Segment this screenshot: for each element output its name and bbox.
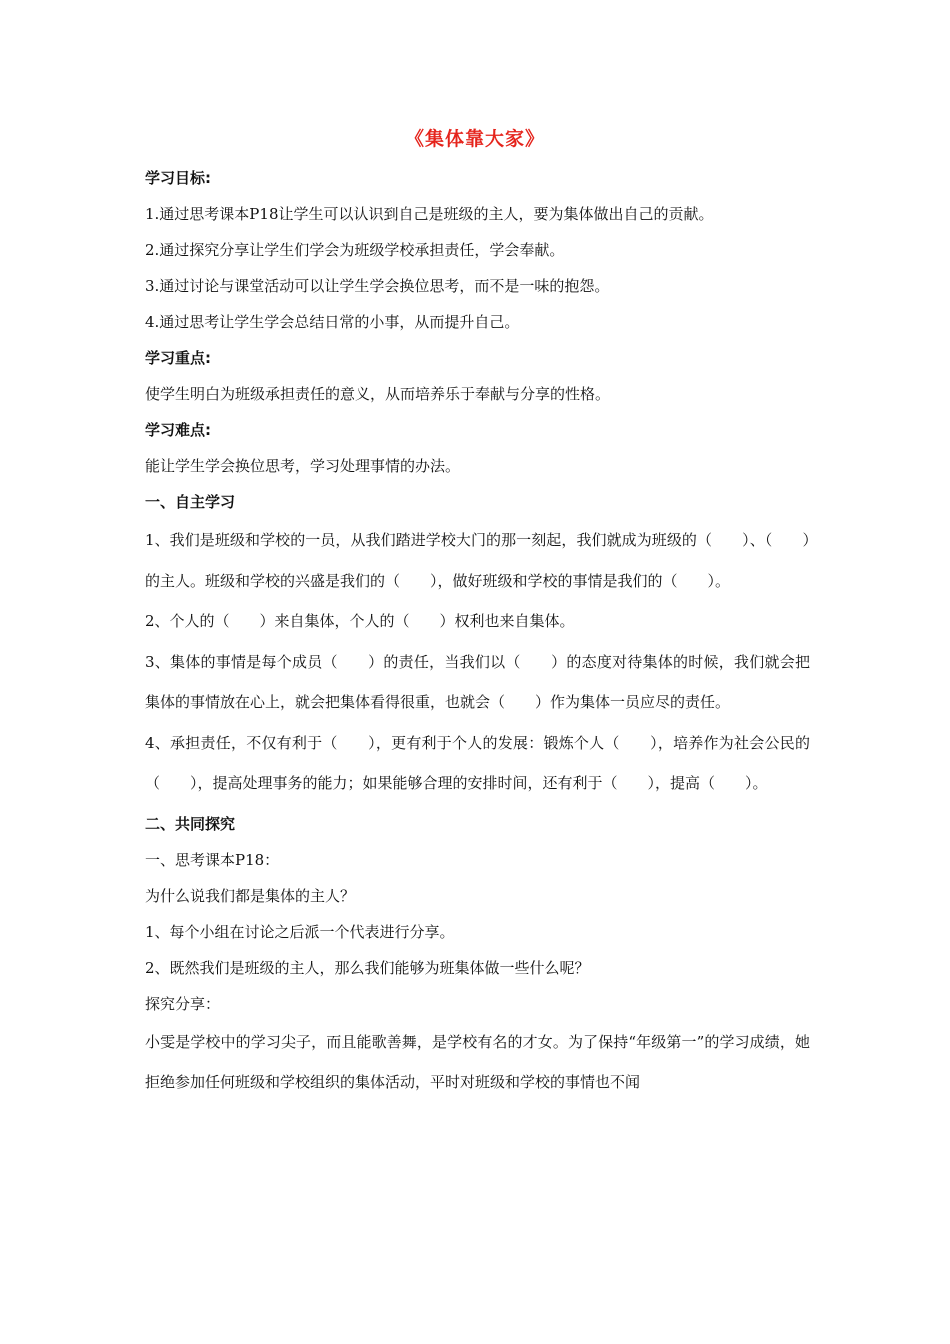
learning-goal-item: 4.通过思考让学生学会总结日常的小事，从而提升自己。 [145,313,520,331]
inquiry-line: 一、思考课本P18： [145,850,280,869]
question-2: 2、个人的（ ）来自集体，个人的（ ）权利也来自集体。 [145,612,575,630]
inquiry-line: 1、每个小组在讨论之后派一个代表进行分享。 [145,922,455,941]
inquiry-story: 小雯是学校中的学习尖子，而且能歌善舞，是学校有名的才女。为了保持“年级第一”的学习成绩，她拒绝参加任何班级和学校组织的集体活动，平时对班级和学校的事情也不闻 [145,1032,810,1091]
inquiry-line: 探究分享： [145,994,221,1013]
learning-goal-item: 3.通过讨论与课堂活动可以让学生学会换位思考，而不是一味的抱怨。 [145,277,610,295]
inquiry-line: 2、既然我们是班级的主人，那么我们能够为班集体做一些什么呢？ [145,958,590,977]
joint-inquiry-heading: 二、共同探究 [145,814,236,833]
difficulties-text: 能让学生学会换位思考，学习处理事情的办法。 [145,457,461,475]
question-1: 1、我们是班级和学校的一员，从我们踏进学校大门的那一刻起，我们就成为班级的（ ）、（ ）的主人。班级和学校的兴盛是我们的（ ），做好班级和学校的事情是我们的（ ）。 [145,531,810,590]
question-3: 3、集体的事情是每个成员（ ）的责任，当我们以（ ）的态度对待集体的时候，我们就会把集体的事情放在心上，就会把集体看得很重，也就会（ ）作为集体一员应尽的责任。 [145,652,810,711]
inquiry-line: 为什么说我们都是集体的主人？ [145,886,356,905]
document-title: 《集体靠大家》 [404,128,545,150]
learning-goals-heading: 学习目标: [145,169,211,187]
self-study-heading: 一、自主学习 [145,493,236,511]
document-body [145,160,810,1103]
learning-goal-item: 2.通过探究分享让学生们学会为班级学校承担责任，学会奉献。 [145,241,565,259]
question-4: 4、承担责任，不仅有利于（ ），更有利于个人的发展：锻炼个人（ ），培养作为社会公民的（ ），提高处理事务的能力；如果能够合理的安排时间，还有利于（ ），提高（ ）。 [145,733,810,792]
key-points-text: 使学生明白为班级承担责任的意义，从而培养乐于奉献与分享的性格。 [145,385,611,403]
difficulties-heading: 学习难点: [145,421,211,439]
key-points-heading: 学习重点: [145,349,211,367]
learning-goal-item: 1.通过思考课本P18让学生可以认识到自己是班级的主人，要为集体做出自己的贡献。 [145,205,714,223]
